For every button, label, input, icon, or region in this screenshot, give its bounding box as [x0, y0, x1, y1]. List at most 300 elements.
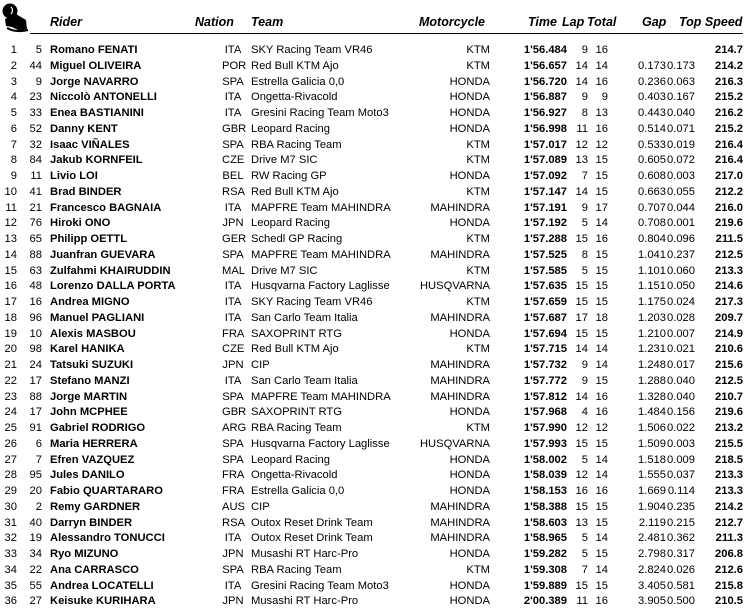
gap-to-first: 1.904 [638, 500, 666, 513]
rider-number: 9 [35, 75, 42, 88]
gap-to-previous: 0.007 [667, 327, 695, 340]
motorcycle: HONDA [449, 453, 490, 466]
position: 28 [4, 469, 17, 482]
team-name: Schedl GP Racing [251, 233, 343, 245]
position: 33 [4, 548, 17, 560]
gap-to-previous: 0.037 [667, 469, 695, 482]
lap-time: 1'58.002 [523, 453, 567, 466]
total-laps: 18 [595, 311, 608, 324]
gap-to-previous: 0.001 [667, 217, 695, 230]
team-name: SAXOPRINT RTG [251, 406, 342, 419]
top-speed: 209.7 [715, 311, 743, 324]
team-name: Leopard Racing [251, 453, 330, 466]
gap-to-previous: 0.156 [667, 406, 695, 419]
table-row [0, 279, 745, 295]
position: 27 [4, 453, 17, 466]
position: 31 [4, 516, 17, 529]
nation: SPA [222, 437, 244, 450]
position: 18 [4, 311, 17, 324]
rider-name: Andrea LOCATELLI [50, 579, 154, 592]
motorcycle: HONDA [449, 595, 490, 608]
motorcycle: MAHINDRA [430, 500, 490, 513]
best-lap: 12 [575, 469, 588, 482]
best-lap: 13 [575, 516, 588, 529]
best-lap: 8 [581, 248, 588, 261]
gap-to-first: 3.405 [638, 579, 666, 592]
rider-number: 17 [29, 406, 42, 419]
lap-time: 1'56.484 [523, 44, 567, 56]
team-name: Estrella Galicia 0,0 [251, 485, 345, 497]
nation: ITA [224, 91, 242, 104]
total-laps: 14 [595, 453, 608, 466]
gap-to-first: 1.101 [638, 264, 666, 277]
nation: BEL [222, 170, 244, 182]
nation: ITA [224, 280, 242, 293]
gap-to-first: 1.203 [638, 311, 666, 324]
best-lap: 13 [575, 154, 588, 167]
motorcycle: MAHINDRA [430, 374, 490, 387]
rider-name: Philipp OETTL [50, 233, 128, 245]
team-name: RBA Racing Team [251, 138, 342, 151]
position: 4 [10, 91, 17, 104]
top-speed: 216.3 [715, 75, 743, 88]
total-laps: 12 [595, 138, 608, 151]
top-speed: 212.6 [715, 563, 743, 576]
total-laps: 12 [595, 422, 608, 434]
nation: FRA [222, 485, 245, 497]
gap-to-previous: 0.028 [667, 311, 695, 324]
top-speed: 215.5 [715, 437, 743, 450]
position: 26 [4, 437, 17, 450]
motorcycle: HONDA [449, 75, 490, 88]
table-row [0, 405, 745, 421]
table-header [0, 0, 745, 36]
motorcycle: KTM [466, 154, 490, 167]
motorcycle: KTM [466, 264, 490, 277]
lap-time: 1'57.017 [523, 138, 567, 151]
table-row [0, 468, 745, 484]
total-laps: 15 [595, 170, 608, 182]
top-speed: 215.6 [715, 359, 743, 371]
position: 21 [4, 359, 17, 371]
table-row [0, 248, 745, 264]
rider-name: Andrea MIGNO [50, 296, 130, 308]
best-lap: 15 [575, 579, 588, 592]
rider-name: Miguel OLIVEIRA [50, 59, 142, 72]
nation: JPN [222, 548, 244, 560]
position: 19 [4, 327, 17, 340]
gap-to-first: 0.608 [638, 170, 666, 182]
rider-number: 24 [29, 359, 42, 371]
gap-to-first: 3.905 [638, 595, 666, 608]
total-laps: 15 [595, 579, 608, 592]
nation: ITA [224, 107, 242, 119]
gap-to-previous: 0.055 [667, 185, 695, 198]
rider-name: Efren VAZQUEZ [50, 453, 135, 466]
total-laps: 15 [595, 280, 608, 293]
motorcycle: KTM [466, 296, 490, 308]
motorcycle: HONDA [449, 107, 490, 119]
team-name: Husqvarna Factory Laglisse [251, 280, 390, 293]
rider-number: 2 [35, 500, 42, 513]
rider-name: Francesco BAGNAIA [50, 201, 162, 214]
top-speed: 210.7 [715, 390, 743, 403]
team-name: MAPFRE Team MAHINDRA [251, 201, 391, 214]
table-row [0, 264, 745, 280]
top-speed: 214.2 [715, 59, 743, 72]
position: 17 [4, 296, 17, 308]
gap-to-first: 2.119 [638, 516, 666, 529]
best-lap: 15 [575, 500, 588, 513]
motorcycle: KTM [466, 138, 490, 151]
motorcycle: MAHINDRA [430, 516, 490, 529]
gap-to-previous: 0.021 [667, 343, 695, 356]
best-lap: 14 [575, 59, 588, 72]
team-name: Ongetta-Rivacold [251, 469, 338, 482]
top-speed: 210.6 [715, 343, 743, 356]
nation: CZE [222, 343, 245, 356]
lap-time: 1'57.525 [523, 248, 567, 261]
motorcycle: MAHINDRA [430, 311, 490, 324]
position: 10 [4, 185, 17, 198]
best-lap: 5 [581, 532, 588, 545]
gap-to-first: 0.605 [638, 154, 666, 167]
team-name: RBA Racing Team [251, 422, 342, 434]
top-speed: 210.5 [715, 595, 743, 608]
best-lap: 4 [581, 406, 588, 419]
top-speed: 216.0 [715, 201, 743, 214]
total-laps: 16 [595, 406, 608, 419]
best-lap: 15 [575, 296, 588, 308]
best-lap: 7 [581, 563, 588, 576]
motorcycle: HONDA [449, 217, 490, 230]
top-speed: 211.3 [715, 532, 743, 545]
table-row [0, 421, 745, 437]
position: 32 [4, 532, 17, 545]
col-top-speed: Top Speed [679, 15, 743, 29]
table-row [0, 374, 745, 390]
position: 34 [4, 563, 17, 576]
rider-number: 17 [29, 374, 42, 387]
rider-number: 11 [30, 170, 42, 182]
motorcycle: HONDA [449, 485, 490, 497]
rider-name: Darryn BINDER [50, 516, 133, 529]
rider-name: Manuel PAGLIANI [50, 311, 145, 324]
gap-to-previous: 0.063 [667, 75, 695, 88]
team-name: CIP [251, 500, 270, 513]
top-speed: 214.9 [715, 327, 743, 340]
lap-time: 1'57.585 [523, 264, 567, 277]
rider-number: 19 [29, 532, 42, 545]
motorcycle-rider-icon [2, 3, 30, 33]
top-speed: 215.2 [715, 91, 743, 104]
rider-name: Stefano MANZI [50, 374, 130, 387]
rider-number: 48 [29, 280, 42, 293]
results-table [0, 43, 745, 610]
gap-to-previous: 0.500 [667, 595, 695, 608]
lap-time: 1'57.993 [523, 437, 567, 450]
rider-name: Jorge MARTIN [50, 390, 128, 403]
lap-time: 1'58.965 [523, 532, 567, 545]
total-laps: 15 [595, 248, 608, 261]
best-lap: 11 [576, 122, 588, 135]
gap-to-previous: 0.096 [667, 233, 695, 245]
gap-to-previous: 0.060 [667, 264, 695, 277]
best-lap: 5 [581, 453, 588, 466]
gap-to-previous: 0.215 [667, 516, 695, 529]
position: 23 [4, 390, 17, 403]
table-row [0, 43, 745, 59]
rider-number: 41 [29, 185, 42, 198]
gap-to-first: 1.509 [638, 437, 666, 450]
position: 5 [10, 107, 17, 119]
best-lap: 11 [576, 595, 588, 608]
table-row [0, 232, 745, 248]
team-name: Red Bull KTM Ajo [251, 343, 339, 356]
rider-name: Maria HERRERA [50, 437, 138, 450]
gap-to-first: 1.231 [638, 343, 666, 356]
top-speed: 214.7 [715, 44, 743, 56]
total-laps: 15 [595, 500, 608, 513]
motorcycle: MAHINDRA [430, 390, 490, 403]
col-rider: Rider [50, 15, 82, 29]
rider-number: 91 [29, 422, 42, 434]
team-name: MAPFRE Team MAHINDRA [251, 248, 391, 261]
position: 20 [4, 343, 17, 356]
top-speed: 217.3 [715, 296, 743, 308]
best-lap: 17 [575, 311, 588, 324]
table-row [0, 437, 745, 453]
col-motorcycle: Motorcycle [419, 15, 485, 29]
gap-to-previous: 0.044 [667, 201, 695, 214]
rider-name: Keisuke KURIHARA [50, 595, 156, 608]
motorcycle: HONDA [449, 469, 490, 482]
top-speed: 217.0 [715, 170, 743, 182]
gap-to-first: 0.663 [638, 185, 666, 198]
col-time: Time [528, 15, 557, 29]
gap-to-previous: 0.237 [667, 248, 695, 261]
table-row [0, 484, 745, 500]
rider-number: 21 [29, 201, 42, 214]
motorcycle: MAHINDRA [430, 532, 490, 545]
rider-number: 20 [29, 485, 42, 497]
lap-time: 1'59.308 [523, 563, 567, 576]
position: 1 [10, 44, 17, 56]
rider-number: 23 [29, 91, 42, 104]
team-name: SKY Racing Team VR46 [251, 296, 373, 308]
table-row [0, 358, 745, 374]
table-row [0, 185, 745, 201]
best-lap: 15 [575, 437, 588, 450]
lap-time: 1'57.812 [523, 390, 567, 403]
motorcycle: HONDA [449, 406, 490, 419]
table-row [0, 169, 745, 185]
top-speed: 215.8 [715, 579, 743, 592]
position: 8 [10, 154, 17, 167]
gap-to-previous: 0.009 [667, 453, 695, 466]
table-row [0, 390, 745, 406]
team-name: Red Bull KTM Ajo [251, 59, 339, 72]
gap-to-previous: 0.024 [667, 296, 695, 308]
total-laps: 16 [595, 75, 608, 88]
rider-number: 55 [29, 579, 42, 592]
top-speed: 218.5 [715, 453, 743, 466]
motorcycle: KTM [466, 59, 490, 72]
rider-number: 32 [29, 138, 42, 151]
table-row [0, 106, 745, 122]
total-laps: 14 [595, 217, 608, 230]
table-row [0, 311, 745, 327]
gap-to-first: 0.514 [638, 122, 666, 135]
lap-time: 1'58.388 [523, 500, 567, 513]
rider-name: Hiroki ONO [50, 217, 111, 230]
motorcycle: KTM [466, 44, 490, 56]
lap-time: 1'57.147 [523, 185, 567, 198]
position: 22 [4, 374, 17, 387]
rider-name: Ana CARRASCO [50, 563, 139, 576]
team-name: Outox Reset Drink Team [251, 532, 373, 545]
rider-number: 5 [35, 44, 42, 56]
motorcycle: KTM [466, 233, 490, 245]
rider-number: 34 [29, 548, 42, 560]
rider-name: Alessandro TONUCCI [50, 532, 165, 545]
total-laps: 14 [595, 59, 608, 72]
best-lap: 9 [581, 201, 588, 214]
team-name: Drive M7 SIC [251, 264, 318, 277]
lap-time: 1'57.732 [523, 359, 567, 371]
total-laps: 16 [595, 233, 608, 245]
rider-name: Brad BINDER [50, 185, 122, 198]
gap-to-first: 1.484 [638, 406, 666, 419]
nation: ITA [224, 311, 242, 324]
best-lap: 5 [581, 217, 588, 230]
gap-to-previous: 0.362 [667, 532, 695, 545]
best-lap: 14 [575, 75, 588, 88]
table-row [0, 342, 745, 358]
rider-number: 22 [29, 563, 42, 576]
gap-to-previous: 0.026 [667, 563, 695, 576]
team-name: Leopard Racing [251, 122, 330, 135]
total-laps: 15 [595, 374, 608, 387]
gap-to-previous: 0.114 [667, 485, 695, 497]
motorcycle: HUSQVARNA [419, 280, 490, 293]
rider-number: 44 [29, 59, 42, 72]
nation: ITA [224, 374, 242, 387]
team-name: San Carlo Team Italia [251, 374, 358, 387]
gap-to-previous: 0.040 [667, 374, 695, 387]
nation: SPA [222, 453, 244, 466]
total-laps: 15 [595, 296, 608, 308]
nation: POR [222, 59, 247, 72]
motorcycle: HONDA [449, 91, 490, 104]
table-row [0, 153, 745, 169]
nation: ARG [222, 422, 247, 434]
gap-to-previous: 0.317 [667, 548, 695, 560]
best-lap: 8 [581, 107, 588, 119]
gap-to-first: 1.669 [638, 485, 666, 497]
nation: GBR [222, 122, 247, 135]
table-row [0, 547, 745, 563]
rider-name: Romano FENATI [50, 44, 138, 56]
lap-time: 1'57.635 [523, 280, 567, 293]
total-laps: 16 [595, 122, 608, 135]
best-lap: 15 [575, 327, 588, 340]
position: 15 [4, 264, 17, 277]
nation: SPA [222, 248, 244, 261]
total-laps: 14 [595, 532, 608, 545]
gap-to-previous: 0.072 [667, 154, 695, 167]
position: 30 [4, 500, 17, 513]
team-name: RW Racing GP [251, 170, 327, 182]
top-speed: 212.5 [715, 248, 743, 261]
best-lap: 7 [581, 170, 588, 182]
lap-time: 1'59.282 [523, 548, 567, 560]
gap-to-first: 0.403 [638, 91, 666, 104]
nation: JPN [222, 217, 244, 230]
rider-name: Livio LOI [50, 170, 98, 182]
motorcycle: MAHINDRA [430, 201, 490, 214]
total-laps: 9 [601, 91, 608, 104]
gap-to-first: 1.328 [638, 390, 666, 403]
motorcycle: KTM [466, 343, 490, 356]
lap-time: 1'57.191 [523, 201, 567, 214]
top-speed: 213.3 [715, 264, 743, 277]
team-name: SAXOPRINT RTG [251, 327, 342, 340]
gap-to-first: 1.506 [638, 422, 666, 434]
gap-to-previous: 0.167 [667, 91, 695, 104]
lap-time: 1'57.092 [523, 170, 567, 182]
lap-time: 1'57.772 [523, 374, 567, 387]
rider-number: 16 [29, 296, 42, 308]
best-lap: 12 [575, 422, 588, 434]
col-gap: Gap [642, 15, 667, 29]
nation: GER [222, 233, 247, 245]
rider-number: 76 [29, 217, 42, 230]
team-name: SKY Racing Team VR46 [251, 44, 373, 56]
total-laps: 14 [595, 359, 608, 371]
total-laps: 15 [595, 154, 608, 167]
rider-name: Ryo MIZUNO [50, 548, 119, 560]
motorcycle: HONDA [449, 327, 490, 340]
gap-to-previous: 0.017 [667, 359, 695, 371]
rider-number: 65 [29, 233, 42, 245]
position: 3 [10, 75, 17, 88]
table-row [0, 327, 745, 343]
team-name: Musashi RT Harc-Pro [251, 548, 359, 560]
gap-to-first: 2.798 [638, 548, 666, 560]
nation: SPA [222, 563, 244, 576]
position: 25 [4, 422, 17, 434]
gap-to-first: 0.236 [638, 75, 666, 88]
team-name: Gresini Racing Team Moto3 [251, 579, 389, 592]
header-rule [30, 33, 743, 34]
team-name: Ongetta-Rivacold [251, 91, 338, 104]
lap-time: 1'57.715 [523, 343, 567, 356]
motorcycle: HONDA [449, 548, 490, 560]
lap-time: 1'57.687 [523, 311, 567, 324]
lap-time: 2'00.389 [523, 595, 567, 608]
top-speed: 212.5 [715, 374, 743, 387]
nation: FRA [222, 469, 245, 482]
gap-to-first: 2.824 [638, 563, 666, 576]
total-laps: 15 [595, 185, 608, 198]
best-lap: 14 [575, 185, 588, 198]
rider-name: Juanfran GUEVARA [50, 248, 156, 261]
position: 13 [4, 233, 17, 245]
nation: ITA [224, 201, 242, 214]
total-laps: 13 [595, 107, 608, 119]
table-row [0, 594, 745, 610]
